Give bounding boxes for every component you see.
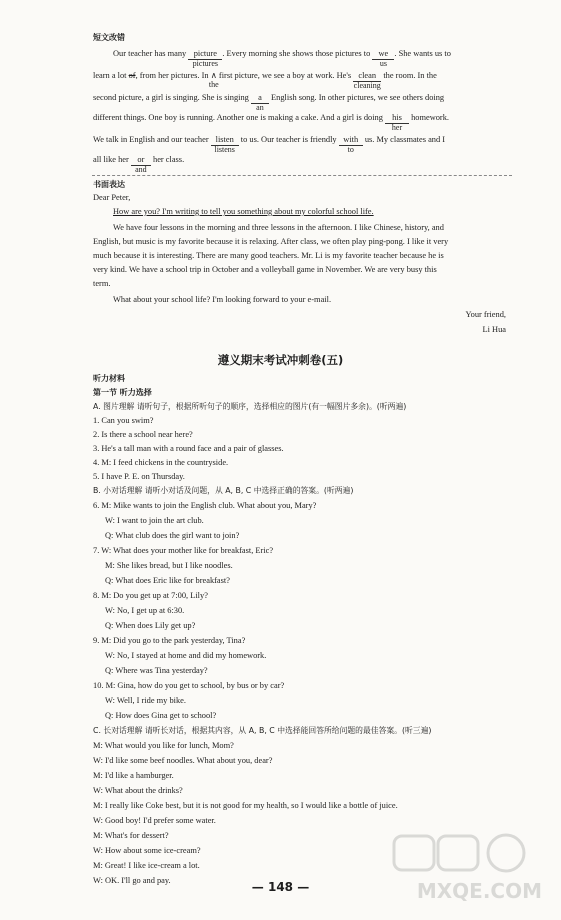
material-heading: 听力材料 bbox=[93, 374, 125, 383]
dialogue-line: W: Good boy! I'd prefer some water. bbox=[93, 816, 216, 825]
listening-item: 8. M: Do you get up at 7:00, Lily? bbox=[93, 591, 208, 600]
dialogue-line: W: What about the drinks? bbox=[93, 786, 183, 795]
letter-ending: What about your school life? I'm looking forward to your e-mail. bbox=[113, 295, 332, 304]
listening-item: 9. M: Did you go to the park yesterday, Tina? bbox=[93, 636, 246, 645]
letter-signature: Li Hua bbox=[482, 325, 506, 334]
correction-line-4: different things. One boy is running. Another one is making a cake. And a girl is doing his her homework. bbox=[93, 113, 450, 132]
listening-item: W: No, I stayed at home and did my homework. bbox=[105, 651, 267, 660]
letter-body-line: much because it is interesting. There are many good teachers. Mr. Li is my favorite teacher because he is bbox=[93, 251, 444, 260]
listening-item: 5. I have P. E. on Thursday. bbox=[93, 472, 185, 481]
correction-5: cleaning bbox=[353, 81, 381, 90]
dialogue-line: M: What's for dessert? bbox=[93, 831, 169, 840]
dialogue-line: W: I'd like some beef noodles. What about you, dear? bbox=[93, 756, 273, 765]
blank-2: we us bbox=[372, 48, 394, 60]
listening-item: M: She likes bread, but I like noodles. bbox=[105, 561, 233, 570]
correction-2: us bbox=[379, 59, 387, 68]
listening-item: Q: What does Eric like for breakfast? bbox=[105, 576, 230, 585]
watermark-text: MXQE.COM bbox=[416, 879, 542, 903]
listening-item: 10. M: Gina, how do you get to school, by bus or by car? bbox=[93, 681, 285, 690]
correction-8: listens bbox=[214, 145, 235, 154]
letter-closing: Your friend, bbox=[465, 310, 506, 319]
page-number: — 148 — bbox=[251, 880, 310, 894]
listening-item: 6. M: Mike wants to join the English club. What about you, Mary? bbox=[93, 501, 317, 510]
writing-heading: 书面表达 bbox=[93, 180, 125, 189]
correction-line-1: Our teacher has many picture pictures . Every morning she shows those pictures to we us . She wants us to bbox=[113, 49, 451, 68]
blank-1: picture pictures bbox=[188, 48, 222, 60]
blank-7: his her bbox=[385, 112, 409, 124]
section-1-heading: 第一节 听力选择 bbox=[93, 388, 152, 397]
correction-line-2: learn a lot of, from her pictures. In ∧ the first picture, we see a boy at work. He's clean cleaning the room. In the bbox=[93, 71, 437, 90]
listening-item: 3. He's a tall man with a round face and a pair of glasses. bbox=[93, 444, 284, 453]
listening-item: Q: What club does the girl want to join? bbox=[105, 531, 240, 540]
blank-10: or and bbox=[131, 154, 151, 166]
dialogue-line: M: I'd like a hamburger. bbox=[93, 771, 174, 780]
letter-body-line: English, but music is my favorite because it is relaxing. After class, we often play ping-pong. I like it very bbox=[93, 237, 449, 246]
dialogue-line: M: What would you like for lunch, Mom? bbox=[93, 741, 234, 750]
correction-line-5: We talk in English and our teacher listen listens to us. Our teacher is friendly with to us. My classmates and I bbox=[93, 135, 446, 154]
letter-body-line: We have four lessons in the morning and three lessons in the afternoon. I like Chinese, history, and bbox=[113, 223, 444, 232]
listening-item: 4. M: I feed chickens in the countryside. bbox=[93, 458, 229, 467]
exam-title: 遵义期末考试冲刺卷(五) bbox=[217, 353, 344, 367]
correction-10: and bbox=[135, 165, 147, 174]
correction-7: her bbox=[391, 123, 403, 132]
correction-4: the bbox=[208, 80, 219, 89]
correction-line-3: second picture, a girl is singing. She is singing a an English song. In other pictures, we see others doing bbox=[93, 93, 445, 112]
deleted-word: of bbox=[128, 71, 136, 80]
correction-6: an bbox=[256, 103, 264, 112]
dialogue-line: M: Great! I like ice-cream a lot. bbox=[93, 861, 200, 870]
dialogue-line: W: OK. I'll go and pay. bbox=[93, 876, 171, 885]
listening-item: 1. Can you swim? bbox=[93, 416, 154, 425]
dialogue-line: M: I really like Coke best, but it is not good for my health, so I would like a bottle of juice. bbox=[93, 801, 398, 810]
insert-caret: ∧ the bbox=[208, 71, 219, 89]
listening-item: Q: Where was Tina yesterday? bbox=[105, 666, 208, 675]
blank-8: listen listens bbox=[211, 134, 239, 146]
part-b-instructions: B. 小对话理解 请听小对话及问题，从 A, B, C 中选择正确的答案。(听两遍) bbox=[93, 486, 354, 495]
letter-body-line: very kind. We have a school trip in October and a volleyball game in November. We are very busy this bbox=[93, 265, 437, 274]
listening-item: W: I want to join the art club. bbox=[105, 516, 204, 525]
letter-greeting: Dear Peter, bbox=[93, 193, 131, 202]
dialogue-line: W: How about some ice-cream? bbox=[93, 846, 201, 855]
letter-body-line: term. bbox=[93, 279, 111, 288]
letter-intro: How are you? I'm writing to tell you something about my colorful school life. bbox=[113, 207, 374, 216]
part-a-instructions: A. 图片理解 请听句子，根据所听句子的顺序，选择相应的图片(有一幅图片多余)。(听两遍) bbox=[93, 402, 407, 411]
listening-item: 2. Is there a school near here? bbox=[93, 430, 193, 439]
listening-item: Q: When does Lily get up? bbox=[105, 621, 196, 630]
listening-item: Q: How does Gina get to school? bbox=[105, 711, 217, 720]
part-c-instructions: C. 长对话理解 请听长对话，根据其内容，从 A, B, C 中选择能回答所给问题的最佳答案。(听三遍) bbox=[93, 726, 432, 735]
correction-line-6: all like her or and her class. bbox=[93, 155, 185, 174]
blank-9: with to bbox=[339, 134, 363, 146]
listening-item: W: No, I get up at 6:30. bbox=[105, 606, 185, 615]
blank-6: a an bbox=[251, 92, 269, 104]
listening-item: W: Well, I ride my bike. bbox=[105, 696, 186, 705]
correction-9: to bbox=[347, 145, 354, 154]
divider bbox=[92, 175, 512, 176]
listening-item: 7. W: What does your mother like for breakfast, Eric? bbox=[93, 546, 274, 555]
blank-5: clean cleaning bbox=[353, 71, 381, 90]
correction-heading: 短文改错 bbox=[93, 33, 125, 42]
correction-1: pictures bbox=[192, 59, 219, 68]
